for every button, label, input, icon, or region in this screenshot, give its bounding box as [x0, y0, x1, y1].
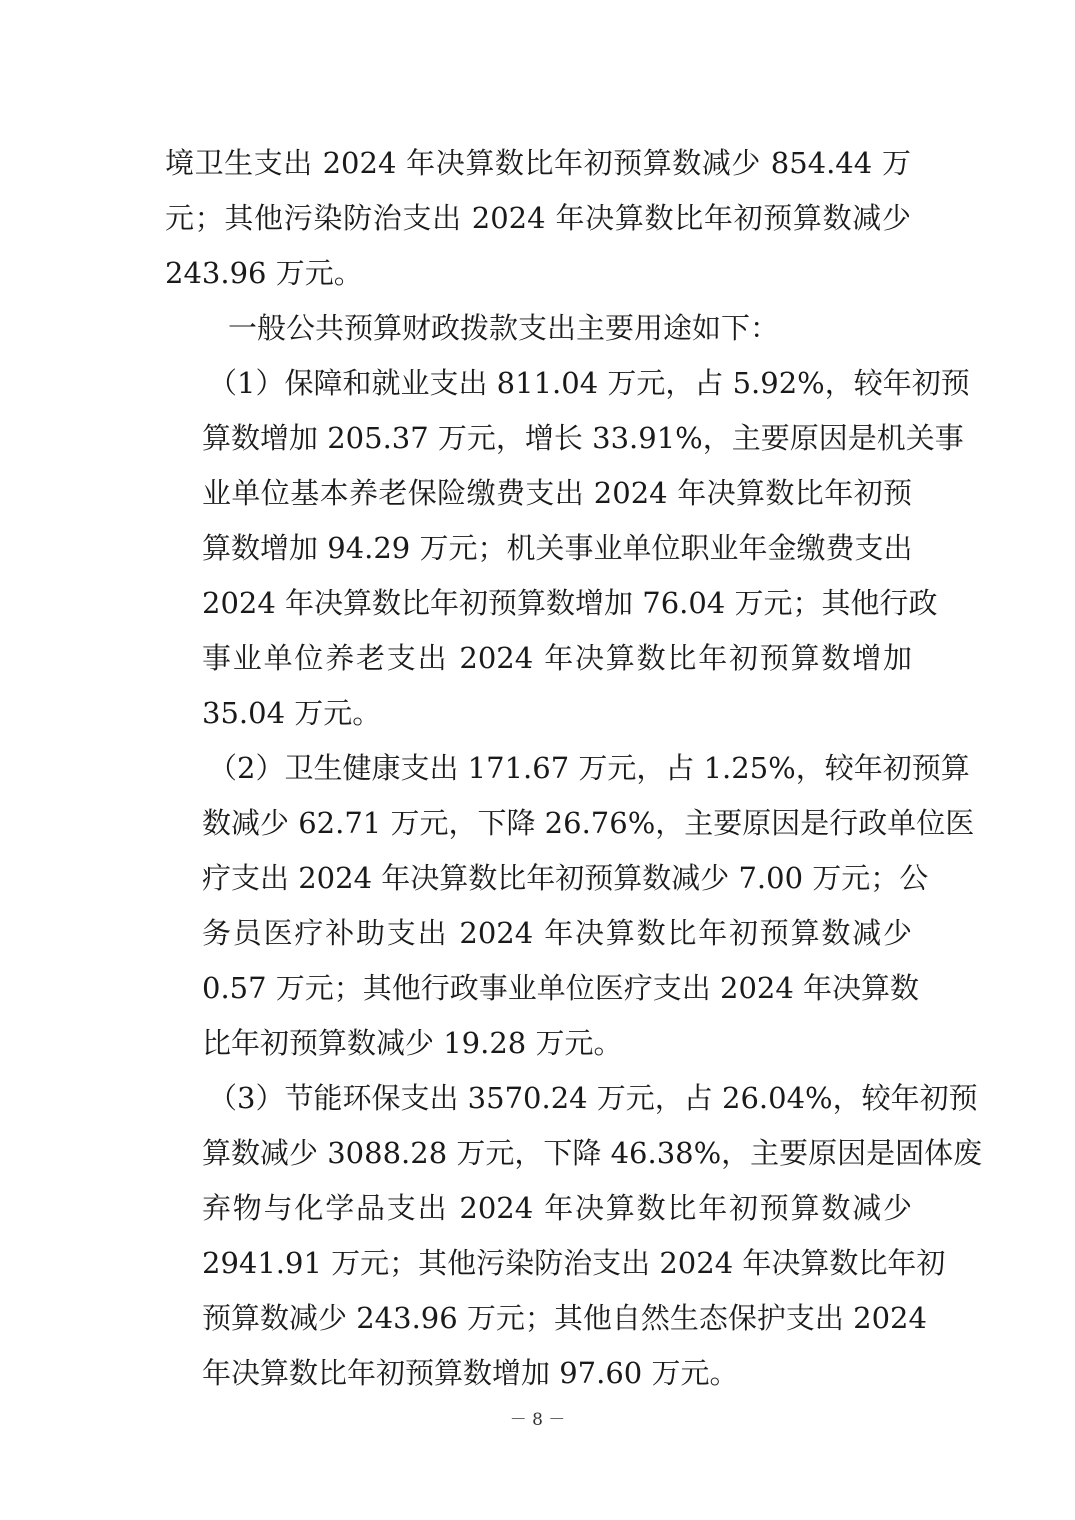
text-line: 业单位基本养老保险缴费支出 2024 年决算数比年初预 — [202, 476, 912, 510]
text-line: 算数增加 94.29 万元；机关事业单位职业年金缴费支出 — [202, 531, 913, 565]
text-line: （2）卫生健康支出 171.67 万元，占 1.25%，较年初预算 — [208, 751, 970, 785]
text-line: 2024 年决算数比年初预算数增加 76.04 万元；其他行政 — [202, 586, 938, 620]
text-line: 境卫生支出 2024 年决算数比年初预算数减少 854.44 万 — [165, 146, 911, 180]
text-line: （1）保障和就业支出 811.04 万元，占 5.92%，较年初预 — [208, 366, 970, 400]
text-line: 比年初预算数减少 19.28 万元。 — [202, 1026, 623, 1060]
page-number: － 8 － — [509, 1410, 566, 1430]
text-line: 数减少 62.71 万元，下降 26.76%，主要原因是行政单位医 — [202, 806, 975, 840]
section-intro: 一般公共预算财政拨款支出主要用途如下： — [228, 311, 780, 345]
text-line: 弃物与化学品支出 2024 年决算数比年初预算数减少 — [202, 1191, 912, 1225]
text-line: （3）节能环保支出 3570.24 万元，占 26.04%，较年初预 — [208, 1081, 978, 1115]
text-line: 2941.91 万元；其他污染防治支出 2024 年决算数比年初 — [202, 1246, 946, 1280]
text-line: 务员医疗补助支出 2024 年决算数比年初预算数减少 — [202, 916, 912, 950]
text-line: 0.57 万元；其他行政事业单位医疗支出 2024 年决算数 — [202, 971, 920, 1005]
text-line: 算数减少 3088.28 万元，下降 46.38%，主要原因是固体废 — [202, 1136, 983, 1170]
text-line: 事业单位养老支出 2024 年决算数比年初预算数增加 — [202, 641, 912, 675]
text-line: 年决算数比年初预算数增加 97.60 万元。 — [202, 1356, 739, 1390]
text-line: 元；其他污染防治支出 2024 年决算数比年初预算数减少 — [165, 201, 911, 235]
text-line: 疗支出 2024 年决算数比年初预算数减少 7.00 万元；公 — [202, 861, 929, 895]
text-line: 243.96 万元。 — [165, 256, 363, 290]
text-line: 35.04 万元。 — [202, 696, 382, 730]
text-line: 算数增加 205.37 万元，增长 33.91%，主要原因是机关事 — [202, 421, 964, 455]
text-line: 预算数减少 243.96 万元；其他自然生态保护支出 2024 — [202, 1301, 927, 1335]
